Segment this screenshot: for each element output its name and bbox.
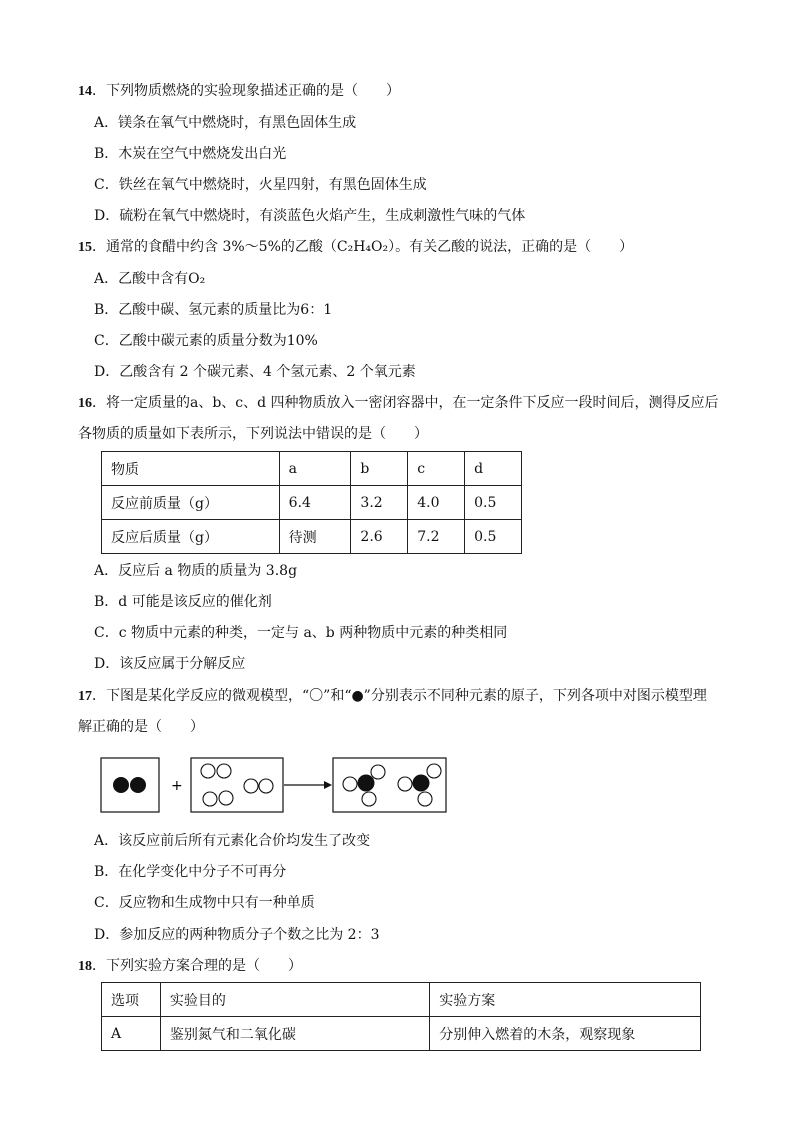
table-header-row	[102, 452, 522, 486]
table-cell: 鉴别氮气和二氧化碳	[160, 1017, 429, 1051]
table-cell: 实验方案	[430, 983, 701, 1017]
white-atom-icon	[427, 764, 441, 778]
option-a: A．镁条在氧气中燃烧时，有黑色固体生成	[94, 115, 357, 131]
table-header-row	[102, 983, 701, 1017]
question-stem-line2: 解正确的是（ ）	[78, 719, 204, 735]
question-number: 17	[78, 689, 92, 704]
question-stem: 通常的食醋中约含 3%～5%的乙酸（C₂H₄O₂）。有关乙酸的说法，正确的是（ ）	[106, 239, 634, 255]
table-cell: b	[351, 452, 408, 486]
question-number: 14	[78, 84, 92, 99]
reaction-diagram	[100, 756, 460, 816]
white-atom-icon	[203, 792, 217, 806]
question-number: 16	[78, 396, 92, 411]
table-row	[102, 1017, 701, 1051]
white-atom-icon	[259, 779, 273, 793]
white-atom-icon	[244, 779, 258, 793]
table-cell: 0.5	[465, 520, 522, 554]
option-c: C．c 物质中元素的种类，一定与 a、b 两种物质中元素的种类相同	[94, 625, 508, 641]
mass-table	[101, 451, 522, 554]
option-d: D．该反应属于分解反应	[94, 656, 246, 672]
question-stem-line2: 各物质的质量如下表所示，下列说法中错误的是（ ）	[78, 426, 428, 442]
table-cell: 选项	[102, 983, 161, 1017]
table-row	[102, 520, 522, 554]
black-atom-icon	[413, 775, 430, 792]
white-atom-icon	[362, 792, 376, 806]
option-c: C．乙酸中碳元素的质量分数为10%	[94, 333, 318, 349]
black-atom-icon	[358, 775, 375, 792]
arrowhead-icon	[324, 781, 332, 789]
table-cell: 7.2	[408, 520, 465, 554]
option-d: D．乙酸含有 2 个碳元素、4 个氢元素、2 个氧元素	[94, 364, 416, 380]
table-cell: 物质	[102, 452, 280, 486]
white-atom-icon	[418, 792, 432, 806]
question-18: 18．下列实验方案合理的是（ ）	[78, 958, 302, 974]
table-cell: 2.6	[351, 520, 408, 554]
table-cell: 待测	[279, 520, 351, 554]
table-cell: 4.0	[408, 486, 465, 520]
option-d: D．硫粉在氧气中燃烧时，有淡蓝色火焰产生，生成刺激性气味的气体	[94, 208, 526, 224]
option-a: A．乙酸中含有O₂	[94, 271, 206, 287]
option-b: B．木炭在空气中燃烧发出白光	[94, 146, 287, 162]
question-number: 15	[78, 240, 92, 255]
option-b: B．在化学变化中分子不可再分	[94, 864, 287, 880]
white-atom-icon	[371, 765, 385, 779]
question-stem: 下列实验方案合理的是（ ）	[106, 958, 302, 974]
question-15: 15．通常的食醋中约含 3%～5%的乙酸（C₂H₄O₂）。有关乙酸的说法，正确的是（ ）	[78, 239, 634, 255]
table-cell: 分别伸入燃着的木条，观察现象	[430, 1017, 701, 1051]
option-c: C．反应物和生成物中只有一种单质	[94, 895, 315, 911]
question-number: 18	[78, 959, 92, 974]
option-b: B．乙酸中碳、氢元素的质量比为6：1	[94, 302, 333, 318]
question-14: 14．下列物质燃烧的实验现象描述正确的是（ ）	[78, 83, 400, 99]
black-atom-icon	[130, 777, 146, 793]
question-stem-line1: 将一定质量的a、b、c、d 四种物质放入一密闭容器中，在一定条件下反应一段时间后，测得反应后	[106, 395, 719, 411]
experiment-table	[101, 982, 701, 1051]
table-row	[102, 486, 522, 520]
option-a: A．反应后 a 物质的质量为 3.8g	[94, 563, 298, 579]
white-atom-icon	[398, 777, 412, 791]
question-17: 17．下图是某化学反应的微观模型，“〇”和“●”分别表示不同种元素的原子，下列各项中对图示模型理	[78, 688, 707, 704]
option-b: B．d 可能是该反应的催化剂	[94, 594, 272, 610]
option-d: D．参加反应的两种物质分子个数之比为 2：3	[94, 927, 380, 943]
table-cell: a	[279, 452, 351, 486]
table-cell: A	[102, 1017, 161, 1051]
white-atom-icon	[201, 764, 215, 778]
option-a: A．该反应前后所有元素化合价均发生了改变	[94, 833, 371, 849]
question-stem-line1: 下图是某化学反应的微观模型，“〇”和“●”分别表示不同种元素的原子，下列各项中对图示模型理	[106, 688, 707, 704]
question-16: 16．将一定质量的a、b、c、d 四种物质放入一密闭容器中，在一定条件下反应一段时间后，测得反应后	[78, 395, 719, 411]
table-cell: 反应后质量（g）	[102, 520, 280, 554]
plus-sign: +	[171, 778, 183, 794]
black-atom-icon	[113, 777, 129, 793]
white-atom-icon	[217, 764, 231, 778]
white-atom-icon	[219, 791, 233, 805]
option-c: C．铁丝在氧气中燃烧时，火星四射，有黑色固体生成	[94, 177, 427, 193]
table-cell: 反应前质量（g）	[102, 486, 280, 520]
question-stem: 下列物质燃烧的实验现象描述正确的是（ ）	[106, 83, 400, 99]
table-cell: c	[408, 452, 465, 486]
table-cell: d	[465, 452, 522, 486]
table-cell: 3.2	[351, 486, 408, 520]
table-cell: 6.4	[279, 486, 351, 520]
white-atom-icon	[343, 777, 357, 791]
table-cell: 0.5	[465, 486, 522, 520]
table-cell: 实验目的	[160, 983, 429, 1017]
